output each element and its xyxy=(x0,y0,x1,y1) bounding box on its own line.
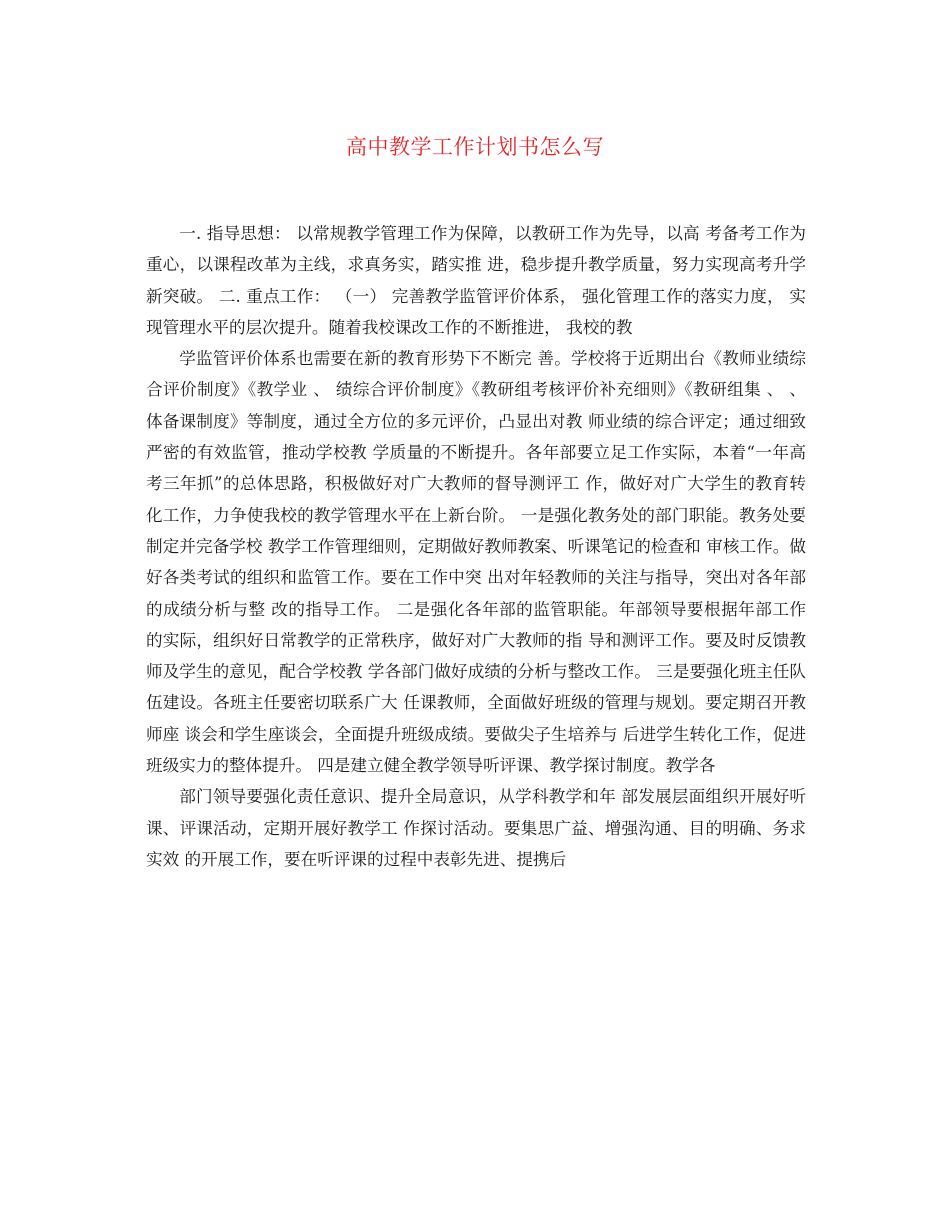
document-title: 高中教学工作计划书怎么写 xyxy=(346,135,604,159)
paragraph-1: 一. 指导思想： 以常规教学管理工作为保障，以教研工作为先导，以高 考备考工作为重心，以课程改革为主线，求真务实，踏实推 进，稳步提升教学质量，努力实现高考升学新突破。 二. 重点工作： （一） 完善教学监管评价体系， 强化管理工作的落实力度， 实现管理水平的层次提升。随着我校课改工作的不断推进， 我校的教 xyxy=(146,224,806,337)
paragraph-3: 部门领导要强化责任意识、提升全局意识，从学科教学和年 部发展层面组织开展好听课、评课活动，定期开展好教学工 作探讨活动。要集思广益、增强沟通、目的明确、务求实效 的开展工作，要在听评课的过程中表彰先进、提携后 xyxy=(146,787,806,869)
paragraph-2: 学监管评价体系也需要在新的教育形势下不断完 善。学校将于近期出台《教师业绩综合评价制度》《教学业 、 绩综合评价制度》《教研组考核评价补充细则》《教研组集 、 、 体备课制度》等制度，通过全方位的多元评价，凸显出对教 师业绩的综合评定；通过细致严密的有效监管，推动学校教 学质量的不断提升。各年部要立足工作实际，本着“一年高 考三年抓”的总体思路，积极做好对广大教师的督导测评工 作，做好对广大学生的教育转化工作，力争使我校的教学管理水平在上新台阶。 一是强化教务处的部门职能。教务处要制定并完备学校 教学工作管理细则，定期做好教师教案、听课笔记的检查和 审核工作。做好各类考试的组织和监管工作。要在工作中突 出对年轻教师的关注与指导，突出对各年部的成绩分析与整 改的指导工作。 二是强化各年部的监管职能。年部领导要根据年部工作 的实际，组织好日常教学的正常秩序，做好对广大教师的指 导和测评工作。要及时反馈教师及学生的意见，配合学校教 学各部门做好成绩的分析与整改工作。 三是要强化班主任队伍建设。各班主任要密切联系广大 任课教师，全面做好班级的管理与规划。要定期召开教师座 谈会和学生座谈会，全面提升班级成绩。要做尖子生培养与 后进学生转化工作，促进班级实力的整体提升。 四是建立健全教学领导听评课、教学探讨制度。教学各 xyxy=(146,349,806,776)
document-body xyxy=(146,218,806,875)
